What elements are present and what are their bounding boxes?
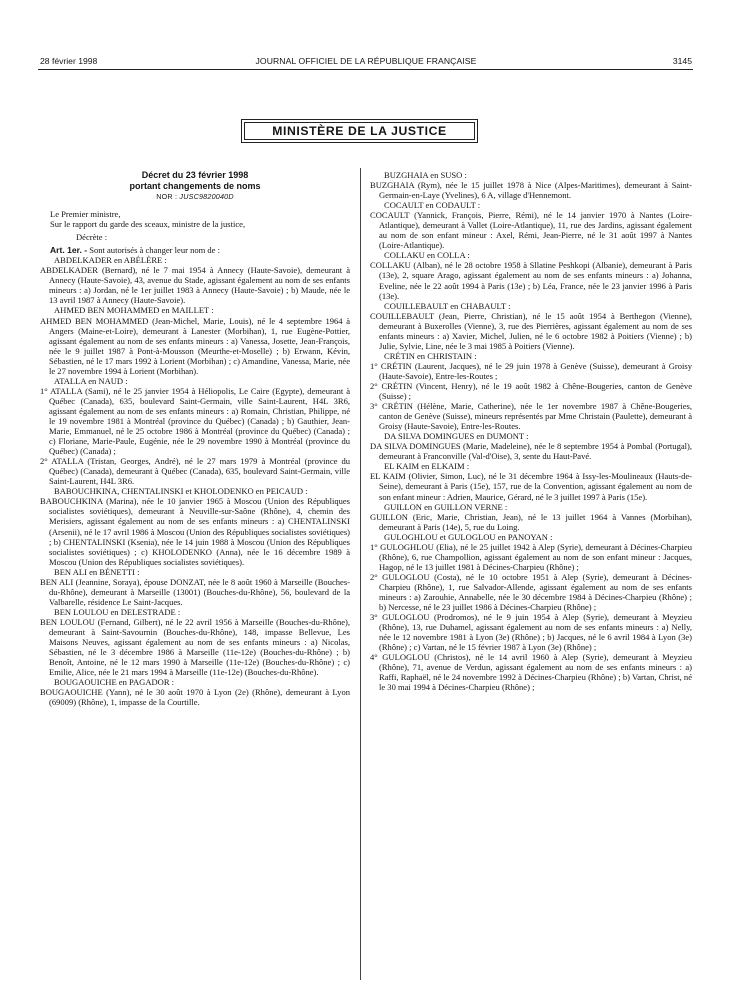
- name-change-heading: BEN ALI en BÉNETTI :: [54, 566, 140, 577]
- name-change-entry: GUILLON (Eric, Marie, Christian, Jean), né le 13 juillet 1964 à Vannes (Morbihan), demeurant à Paris (14e), 5, rue du Loing.: [370, 511, 692, 532]
- name-change-entry: 2° CRÉTIN (Vincent, Henry), né le 19 août 1982 à Chêne-Bougeries, canton de Genève (Suisse) ;: [370, 380, 692, 402]
- name-change-heading: GULOGHLOU et GULOGLOU en PANOYAN :: [384, 531, 553, 542]
- name-change-entry: 3° GULOGLOU (Prodromos), né le 9 juin 1954 à Alep (Syrie), demeurant à Meyzieu (Rhône), 13, rue Duhamel, agissant également au nom de ses enfants mineurs : a) Nelly, née le 12 novembre 1981 à Lyon (3e) (Rhône) ; b) Jacques, né le 6 avril 1984 à Lyon (3e) (Rhône) ; c) Vartan, né le 15 février 1987 à Lyon (3e) (Rhône) ;: [370, 612, 692, 653]
- name-change-entry: BOUGAOUICHE (Yann), né le 30 août 1970 à Lyon (2e) (Rhône), demeurant à Lyon (69009) (Rhône), 1, impasse de la Courtille.: [40, 687, 350, 708]
- name-change-heading: CRÉTIN en CHRISTAIN :: [384, 350, 477, 361]
- left-column: [40, 170, 350, 980]
- running-header: [40, 56, 692, 70]
- intro-premier-ministre: Le Premier ministre,: [50, 209, 121, 220]
- decree-title-line1: Décret du 23 février 1998: [141, 170, 249, 180]
- name-change-entry: BEN LOULOU (Fernand, Gilbert), né le 22 avril 1956 à Marseille (Bouches-du-Rhône), demeurant à Saint-Savournin (Bouches-du-Rhône), 148, impasse Bellevue, Les Maisons Neuves, agissant également au nom de ses enfants mineurs : a) Nicolas, Sébastien, né le 3 décembre 1986 à Marseille (11e-12e) (Bouches-du-Rhône) ; b) Benoît, Antoine, né le 12 mars 1990 à Marseille (11e-12e) (Bouches-du-Rhône) ; c) Emilie, Alice, née le 21 mars 1994 à Marseille (11e-12e) (Bouches-du-Rhône).: [40, 616, 350, 678]
- header-date: 28 février 1998: [40, 56, 98, 66]
- name-change-entry: COLLAKU (Alban), né le 28 octobre 1958 à Sllatine Peshkopi (Albanie), demeurant à Paris (13e), 2, square Arago, agissant également au nom de ses enfants mineurs : a) Johanna, Eveline, née le 22 août 1994 à Paris (13e) ; b) Léa, France, née le 23 janvier 1996 à Paris (13e).: [370, 260, 692, 301]
- header-rule: [38, 69, 693, 70]
- decree-title-line2: portant changements de noms: [129, 180, 261, 191]
- name-change-heading: DA SILVA DOMINGUES en DUMONT :: [384, 431, 529, 442]
- name-change-heading: ABDELKADER en ABÉLÈRE :: [54, 255, 167, 266]
- name-change-heading: BUZGHAIA en SUSO :: [384, 170, 467, 180]
- nor-reference: [40, 192, 350, 202]
- right-name-change-list: [370, 170, 692, 692]
- name-change-entry: BEN ALI (Jeannine, Soraya), épouse DONZAT, née le 8 août 1960 à Marseille (Bouches-du-Rhône), demeurant à Marseille (13001) (Bouches-du-Rhône), 56, boulevard de la Valbarelle, résidence Le Saint-Jacques.: [40, 576, 350, 607]
- name-change-entry: COCAULT (Yannick, François, Pierre, Rémi), né le 14 janvier 1970 à Nantes (Loire-Atlantique), demeurant à Vallet (Loire-Atlantique), 11, rue des Jardins, agissant également au nom de son enfant mineur : Axel, Rémi, Jean-Pierre, né le 31 août 1997 à Nantes (Loire-Atlantique).: [370, 210, 692, 251]
- name-change-heading: BEN LOULOU en DELESTRADE :: [54, 606, 181, 617]
- left-name-change-list: [40, 255, 350, 707]
- right-column: [370, 170, 692, 980]
- name-change-entry: DA SILVA DOMINGUES (Marie, Madeleine), née le 8 septembre 1954 à Pombal (Portugal), demeurant à Franconville (Val-d'Oise), 3, sente du Haut-Pavé.: [370, 441, 692, 462]
- name-change-entry: 1° GULOGHLOU (Elia), né le 25 juillet 1942 à Alep (Syrie), demeurant à Décines-Charpieu (Rhône), 6, rue Champollion, agissant également au nom de son enfant mineur : Jacques, Hagop, né le 13 juillet 1981 à Décines-Charpieu (Rhône) ;: [370, 541, 692, 572]
- name-change-entry: ABDELKADER (Bernard), né le 7 mai 1954 à Annecy (Haute-Savoie), demeurant à Annecy (Haute-Savoie), 43, avenue du Stade, agissant également au nom de ses enfants mineurs : a) Jordan, né le 1er juillet 1983 à Annecy (Haute-Savoie) ; b) Maude, née le 13 avril 1987 à Annecy (Haute-Savoie).: [40, 265, 350, 306]
- name-change-entry: BABOUCHKINA (Marina), née le 10 janvier 1965 à Moscou (Union des Républiques socialistes soviétiques), demeurant à Neuville-sur-Saône (Rhône), 4, chemin des Merisiers, agissant également au nom de ses enfants mineurs : a) CHENTALINSKI (Arsenii), né le 17 avril 1986 à Moscou (Union des Républiques socialistes soviétiques) ; b) CHENTALINSKI (Ksenia), née le 14 juin 1988 à Moscou (Union des Républiques socialistes soviétiques) ; c) KHOLODENKO (Anna), née le 16 décembre 1989 à Moscou (Union des Républiques socialistes soviétiques).: [40, 496, 350, 567]
- name-change-entry: 4° GULOGLOU (Christos), né le 14 avril 1960 à Alep (Syrie), demeurant à Meyzieu (Rhône), 71, avenue de Verdun, agissant également au nom de ses enfants mineurs : a) Raffi, Raphaël, né le 24 novembre 1992 à Décines-Charpieu (Rhône) ; b) Vartan, Christ, né le 30 mai 1994 à Décines-Charpieu (Rhône) ;: [370, 652, 692, 693]
- article-1-text: Sont autorisés à changer leur nom de :: [89, 245, 220, 256]
- name-change-heading: ATALLA en NAUD :: [54, 375, 128, 386]
- name-change-entry: 2° GULOGLOU (Costa), né le 10 octobre 1951 à Alep (Syrie), demeurant à Décines-Charpieu (Rhône), 1, rue Salvador-Allende, agissant également au nom de ses enfants mineurs : a) Zarouhie, Annabelle, née le 30 décembre 1984 à Décines-Charpieu (Rhône) ; b) Nercesse, né le 23 juillet 1986 à Décines-Charpieu (Rhône) ;: [370, 571, 692, 613]
- decree-title: [40, 170, 350, 191]
- ministry-box: [241, 119, 478, 143]
- name-change-heading: EL KAIM en ELKAIM :: [384, 461, 470, 472]
- header-journal-title: JOURNAL OFFICIEL DE LA RÉPUBLIQUE FRANÇAISE: [255, 56, 477, 66]
- name-change-heading: BABOUCHKINA, CHENTALINSKI et KHOLODENKO en PEICAUD :: [54, 486, 308, 497]
- header-page-number: 3145: [672, 56, 692, 66]
- nor-code: JUSC9820040D: [179, 192, 234, 201]
- decrete-line: Décrète :: [76, 232, 108, 243]
- name-change-heading: GUILLON en GUILLON VERNE :: [384, 501, 508, 512]
- name-change-heading: AHMED BEN MOHAMMED en MAILLET :: [54, 305, 214, 316]
- nor-label: NOR :: [156, 192, 178, 201]
- intro-rapport: Sur le rapport du garde des sceaux, ministre de la justice,: [50, 219, 246, 230]
- article-1: [40, 245, 350, 255]
- name-change-entry: COUILLEBAULT (Jean, Pierre, Christian), né le 15 août 1954 à Berthegon (Vienne), demeurant à Buxerolles (Vienne), 3, rue des Pierrières, agissant également au nom de ses enfants mineurs : a) Xavier, Michel, Julien, né le 6 octobre 1982 à Poitiers (Vienne) ; b) Julie, Sylvie, Line, née le 3 mai 1985 à Poitiers (Vienne).: [370, 310, 692, 351]
- name-change-heading: COLLAKU en COLLA :: [384, 250, 470, 261]
- name-change-heading: BOUGAOUICHE en PAGADOR :: [54, 677, 175, 688]
- ministry-title: MINISTÈRE DE LA JUSTICE: [244, 122, 475, 140]
- article-1-label: Art. 1er. -: [50, 245, 88, 256]
- name-change-heading: COUILLEBAULT en CHABAULT :: [384, 300, 511, 311]
- name-change-entry: 3° CRÉTIN (Hélène, Marie, Catherine), née le 1er novembre 1987 à Chêne-Bougeries, canton de Genève (Suisse), mineurs représentés par Mme Christain (Paulette), demeurant à Groisy (Haute-Savoie), Entre-les-Routes.: [370, 401, 692, 432]
- name-change-entry: 1° CRÉTIN (Laurent, Jacques), né le 29 juin 1978 à Genève (Suisse), demeurant à Groisy (Haute-Savoie), Entre-les-Routes ;: [370, 360, 692, 381]
- column-divider: [360, 168, 361, 980]
- name-change-entry: AHMED BEN MOHAMMED (Jean-Michel, Marie, Louis), né le 4 septembre 1964 à Angers (Maine-et-Loire), demeurant à Lanester (Morbihan), 1, rue Eugène-Pottier, agissant également au nom de ses enfants mineurs : a) Vanessa, Josette, Jean-François, née le 9 juillet 1987 à Pont-à-Mousson (Meurthe-et-Moselle) ; b) Erwann, Kévin, Sébastien, né le 17 mars 1992 à Lorient (Morbihan) ; c) Amandine, Vanessa, Marie, née le 27 novembre 1994 à Lorient (Morbihan).: [40, 315, 350, 376]
- name-change-entry: BUZGHAIA (Rym), née le 15 juillet 1978 à Nice (Alpes-Maritimes), demeurant à Saint-Germain-en-Laye (Yvelines), 6 A, village d'Hennemont.: [370, 180, 692, 201]
- name-change-entry: 1° ATALLA (Sami), né le 25 janvier 1954 à Héliopolis, Le Caire (Egypte), demeurant à Québec (Canada), 635, boulevard Saint-Germain, ville Saint-Laurent, H4L 3R6, agissant également au nom de ses enfants mineurs : a) Romain, Christian, Philippe, né le 19 novembre 1981 à Montréal (province du Québec) (Canada) ; b) Gauthier, Jean-Marie, Emmanuel, né le 25 octobre 1986 à Montréal (province du Québec) (Canada) ; c) Floriane, Marie-Paule, Eugénie, née le 29 novembre 1990 à Montréal (province du Québec) (Canada) ;: [40, 385, 350, 457]
- name-change-entry: 2° ATALLA (Tristan, Georges, André), né le 27 mars 1979 à Montréal (province du Québec) (Canada), demeurant à Québec (Canada), 635, boulevard Saint-Germain, ville Saint-Laurent, H4L 3R6.: [40, 456, 350, 487]
- name-change-entry: EL KAIM (Olivier, Simon, Luc), né le 31 décembre 1964 à Issy-les-Moulineaux (Hauts-de-Seine), demeurant à Paris (15e), 157, rue de la Convention, agissant également au nom de son enfant mineur : Adrien, Maurice, Gérard, né le 3 juillet 1997 à Paris (15e).: [370, 471, 692, 502]
- name-change-heading: COCAULT en CODAULT :: [384, 200, 481, 211]
